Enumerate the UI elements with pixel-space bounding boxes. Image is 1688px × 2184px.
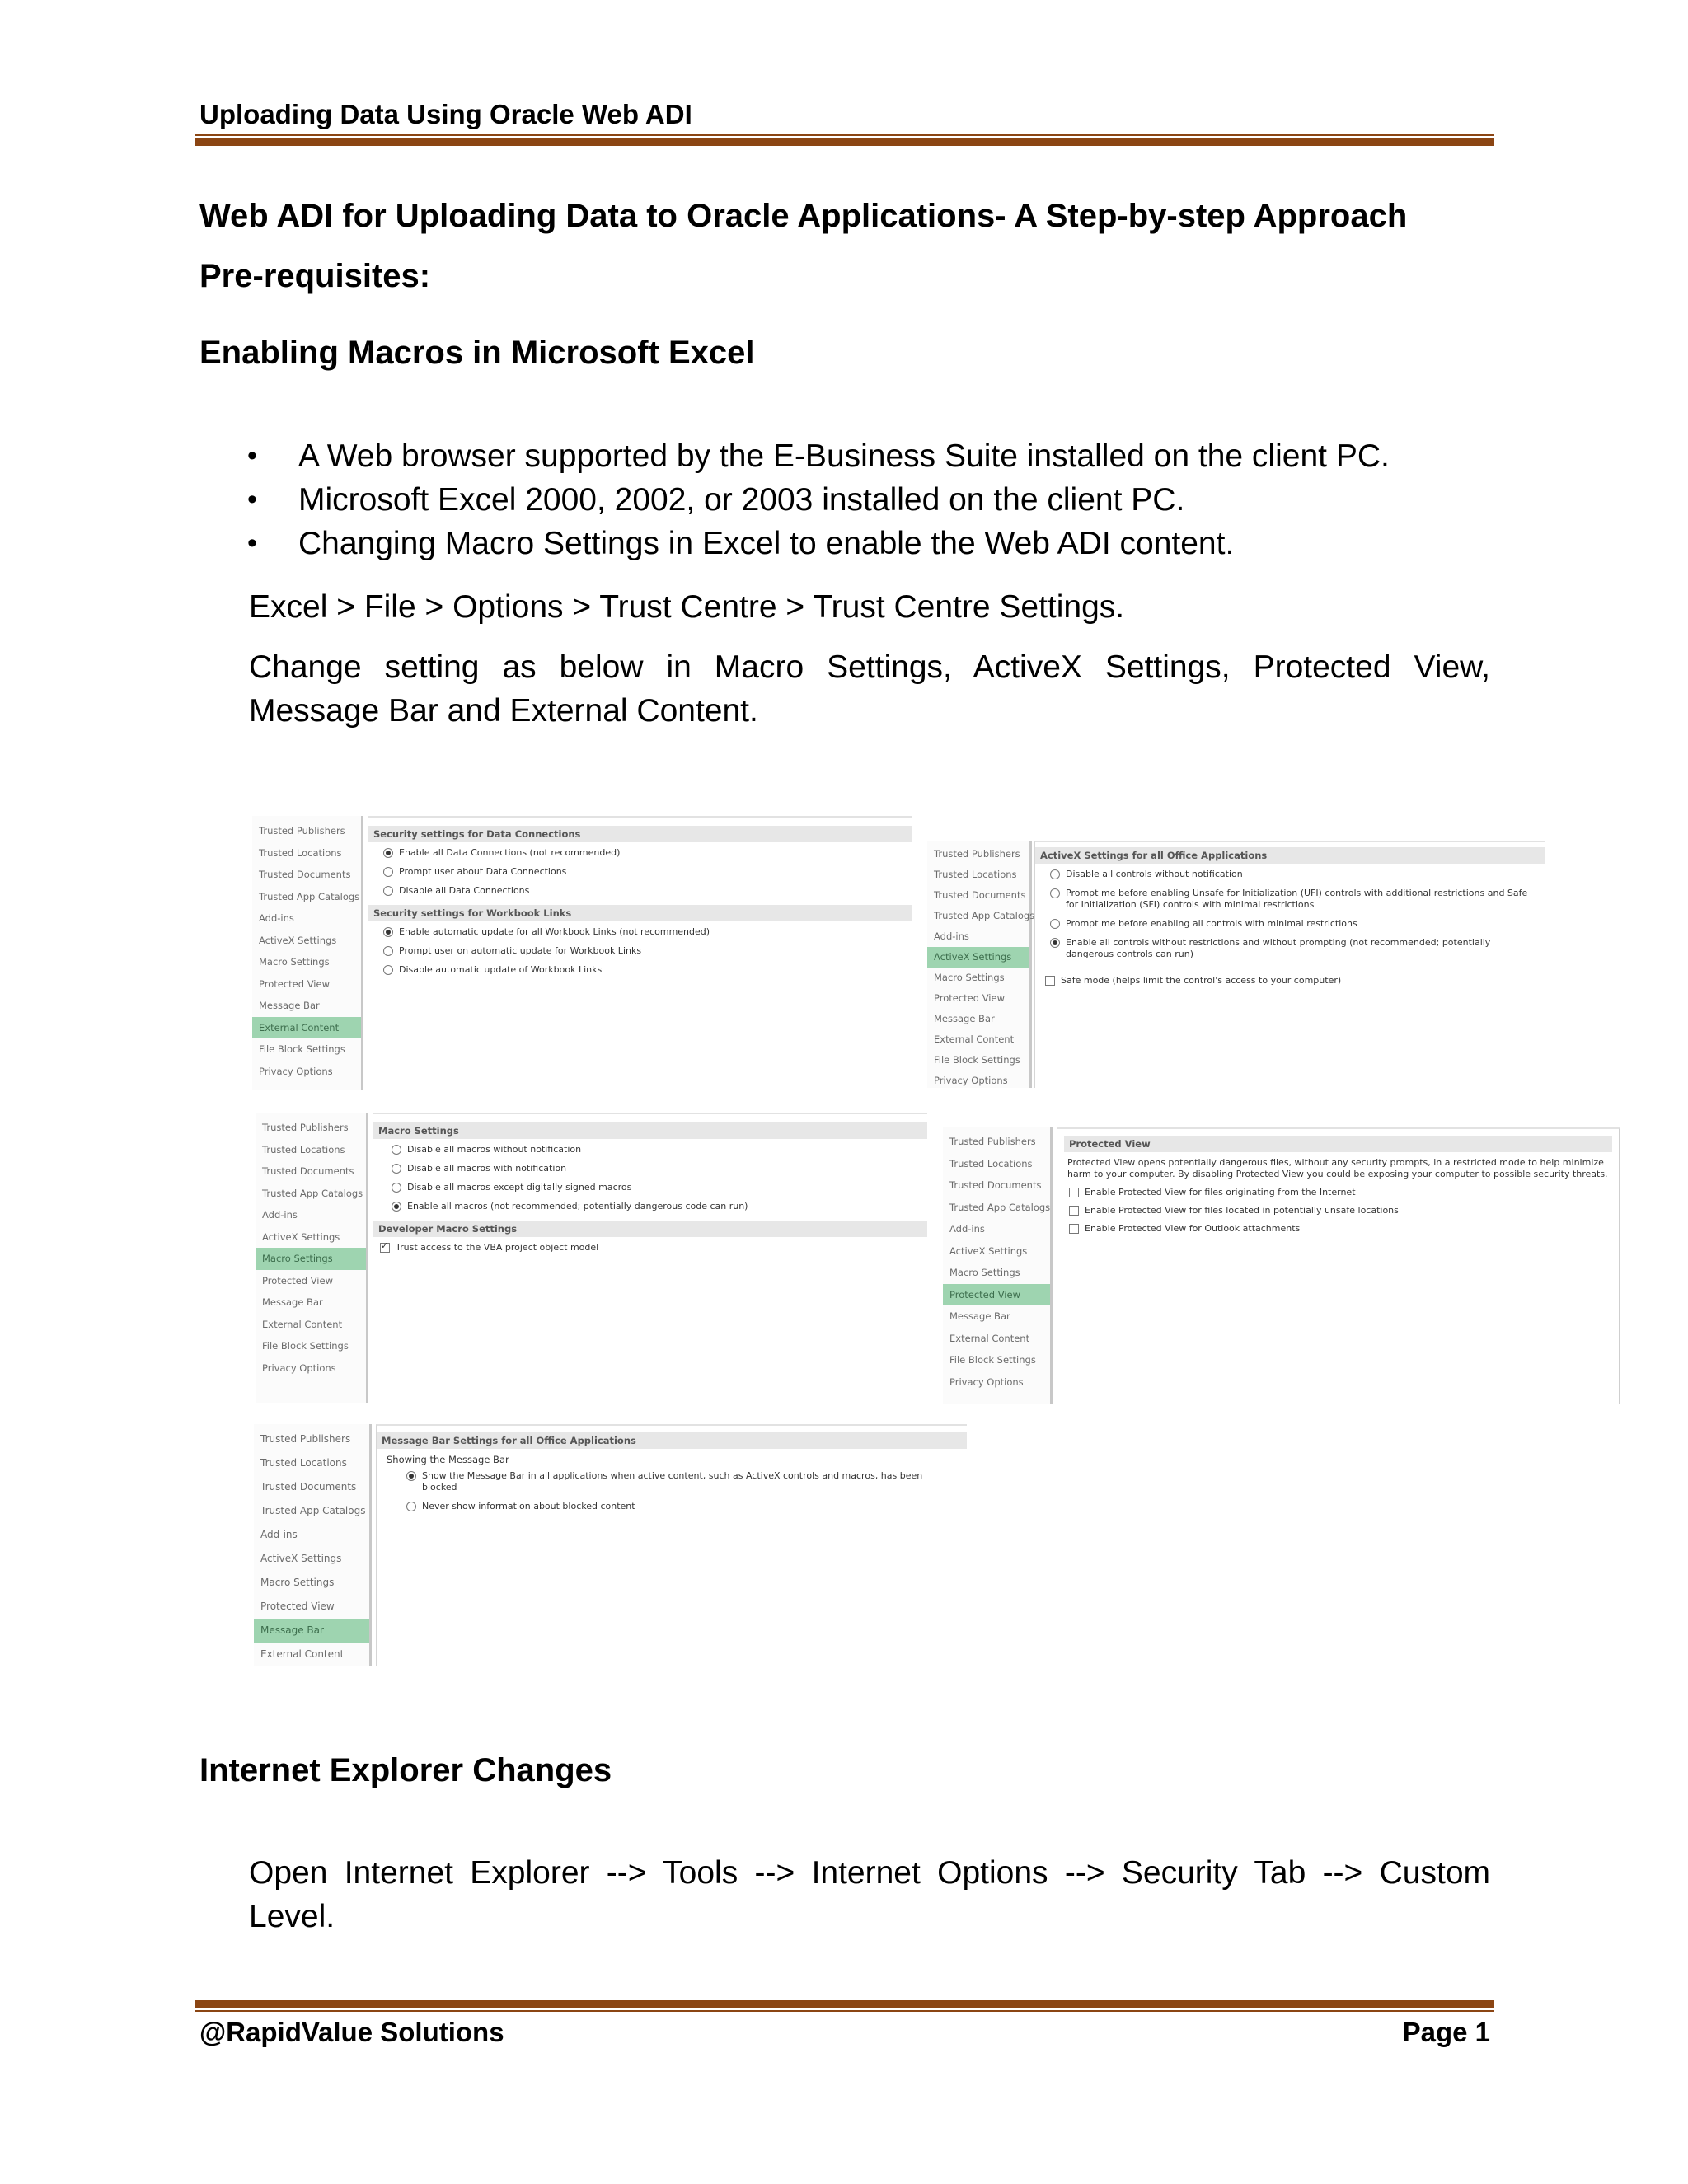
nav-item-selected: External Content [252,1017,361,1039]
nav-item: Message Bar [262,1296,323,1308]
nav-item-selected: Message Bar [254,1619,369,1643]
option-label: Prompt user about Data Connections [399,866,567,877]
nav-item: Trusted App Catalogs [950,1201,1051,1213]
nav-item: Trusted Documents [934,889,1026,901]
section-header: Security settings for Data Connections [368,826,912,842]
section-header: Message Bar Settings for all Office Applications [377,1432,967,1449]
nav-item: Message Bar [934,1013,995,1024]
radio-icon [392,1202,401,1212]
nav-item: Add-ins [934,930,969,942]
nav-item: Add-ins [950,1223,985,1235]
nav-item: Trusted Locations [259,846,342,859]
nav-item: Protected View [259,977,330,990]
trust-center-nav [252,816,363,1090]
checkbox-icon [1069,1224,1079,1234]
nav-item: Trusted Publishers [950,1136,1036,1147]
radio-icon [392,1183,401,1193]
nav-item: File Block Settings [259,1043,345,1055]
header-rule-thick [195,138,1494,146]
subsection-label: Showing the Message Bar [387,1454,509,1465]
option-label: Enable all controls without restrictions and without prompting (not recommended; potentially dangerous controls can run) [1066,937,1491,959]
nav-item: Message Bar [259,1000,320,1011]
nav-item: Trusted Publishers [262,1122,349,1133]
radio-icon [1050,919,1060,929]
radio-icon [1050,938,1060,948]
settings-pane [1034,841,1545,1088]
section-header: Macro Settings [373,1122,927,1139]
change-settings-line2: Message Bar and External Content. [249,693,758,729]
nav-item: File Block Settings [934,1054,1020,1066]
checkbox-icon [1069,1188,1079,1197]
radio-icon [1050,888,1060,898]
nav-item: Trusted App Catalogs [262,1187,363,1199]
ie-instructions-line2: Level. [249,1899,335,1934]
radio-icon [392,1145,401,1155]
nav-item: Trusted Documents [262,1165,354,1177]
nav-item: ActiveX Settings [260,1553,342,1564]
ie-instructions-line1: Open Internet Explorer --> Tools --> Internet Options --> Security Tab --> Custom [249,1855,1490,1891]
nav-item: Trusted Locations [934,869,1017,880]
nav-item-selected: Protected View [943,1284,1050,1306]
trust-center-nav [927,841,1035,1088]
radio-icon [383,848,393,858]
nav-item: Privacy Options [934,1075,1008,1086]
option-label: Never show information about blocked content [422,1501,635,1511]
nav-item: ActiveX Settings [262,1230,340,1243]
nav-item: Trusted Locations [260,1457,347,1469]
nav-item: Macro Settings [934,972,1005,983]
trust-center-nav [256,1113,368,1403]
radio-icon [392,1164,401,1174]
radio-icon [383,867,393,877]
section-header: Protected View [1064,1136,1612,1152]
trust-center-nav [254,1424,372,1666]
option-label: Enable automatic update for all Workbook Links (not recommended) [399,926,710,937]
nav-item: Protected View [260,1601,335,1612]
nav-item: Protected View [262,1274,333,1286]
nav-item: Trusted Publishers [260,1433,351,1445]
nav-item: Trusted Documents [260,1481,357,1493]
option-label: Enable Protected View for files originating from the Internet [1085,1187,1356,1197]
settings-pane [373,1113,927,1403]
prereq-list [247,434,1390,565]
list-item: • A Web browser supported by the E-Business Suite installed on the client PC. [247,434,1390,478]
nav-item: Trusted App Catalogs [260,1505,366,1516]
nav-item: External Content [934,1033,1015,1045]
option-label: Disable all macros with notification [407,1163,567,1174]
option-label: Trust access to the VBA project object model [396,1242,599,1253]
option-label: Prompt me before enabling Unsafe for Initialization (UFI) controls with additional restrictions and Safe for Initialization (SFI) controls with minimal restrictions [1066,888,1528,910]
excel-path-text: Excel > File > Options > Trust Centre > Trust Centre Settings. [249,589,1125,625]
radio-icon [1050,869,1060,879]
nav-item-selected: ActiveX Settings [927,947,1029,968]
option-label: Disable all macros except digitally signed macros [407,1182,632,1193]
screenshot-message-bar [254,1424,967,1666]
protected-view-description: Protected View opens potentially dangerous files, without any security prompts, in a restricted mode to help minimize harm to your computer. By disabling Protected View you could be exposing your computer to possible security threats. [1067,1157,1608,1179]
option-label: Disable all Data Connections [399,885,530,896]
nav-item: File Block Settings [950,1354,1036,1366]
nav-item: Trusted Locations [262,1143,345,1155]
nav-item: Privacy Options [262,1361,336,1374]
section-header: ActiveX Settings for all Office Applications [1035,847,1545,864]
ie-heading: Internet Explorer Changes [199,1752,612,1788]
list-item: • Changing Macro Settings in Excel to enable the Web ADI content. [247,522,1390,565]
nav-item: Trusted Publishers [259,825,345,837]
option-label: Show the Message Bar in all applications when active content, such as ActiveX controls and macros, has been blocked [422,1470,923,1493]
option-label: Prompt user on automatic update for Workbook Links [399,945,642,956]
nav-item: Macro Settings [259,956,330,968]
radio-icon [406,1471,416,1481]
nav-item: Trusted Publishers [934,848,1020,860]
nav-item: Macro Settings [260,1577,335,1588]
nav-item-selected: Macro Settings [256,1248,366,1270]
checkbox-icon [380,1243,390,1253]
nav-item: Message Bar [950,1310,1010,1322]
section-header: Security settings for Workbook Links [368,905,912,921]
option-label: Disable all macros without notification [407,1144,582,1155]
section-header: Developer Macro Settings [373,1221,927,1237]
nav-item: External Content [950,1332,1030,1344]
option-label: Prompt me before enabling all controls with minimal restrictions [1066,918,1357,929]
nav-item: Macro Settings [950,1267,1020,1278]
nav-item: Trusted App Catalogs [934,910,1035,921]
option-label: Disable automatic update of Workbook Links [399,964,603,975]
option-label: Safe mode (helps limit the control's access to your computer) [1061,975,1342,986]
change-settings-line1: Change setting as below in Macro Settings, ActiveX Settings, Protected View, [249,649,1490,685]
option-label: Enable Protected View for files located in potentially unsafe locations [1085,1205,1399,1216]
page-number: Page 1 [1402,2017,1490,2047]
nav-item: ActiveX Settings [259,934,337,946]
nav-item: Privacy Options [259,1065,333,1077]
screenshot-protected-view [943,1127,1620,1404]
screenshot-macro-settings [256,1113,927,1403]
footer-company: @RapidValue Solutions [199,2017,504,2047]
document-title: Web ADI for Uploading Data to Oracle Applications- A Step-by-step Approach [199,198,1408,234]
radio-icon [383,927,393,937]
checkbox-icon [1045,976,1055,986]
settings-pane [1057,1127,1620,1404]
nav-item: External Content [262,1318,343,1330]
nav-item: Trusted Documents [950,1179,1042,1191]
nav-item: Protected View [934,992,1005,1004]
option-label: Enable all macros (not recommended; potentially dangerous code can run) [407,1201,748,1212]
nav-item: Privacy Options [950,1376,1024,1388]
radio-icon [383,946,393,956]
macros-heading: Enabling Macros in Microsoft Excel [199,335,755,371]
nav-item: Add-ins [259,912,294,924]
screenshot-activex-settings [927,841,1545,1088]
radio-icon [383,965,393,975]
settings-pane [368,816,912,1090]
footer-rule-thin [195,2010,1494,2012]
header-rule-thin [195,134,1494,136]
footer-rule-thick [195,2000,1494,2008]
trust-center-nav [943,1127,1053,1404]
settings-pane [376,1424,967,1666]
radio-icon [406,1502,416,1511]
option-label: Enable Protected View for Outlook attachments [1085,1223,1301,1234]
screenshot-external-content [252,816,912,1090]
nav-item: Trusted App Catalogs [259,890,360,902]
radio-icon [383,886,393,896]
nav-item: Trusted Documents [259,869,351,880]
option-label: Disable all controls without notification [1066,869,1243,879]
option-label: Enable all Data Connections (not recommended) [399,847,621,858]
nav-item: Add-ins [262,1209,298,1221]
list-item: • Microsoft Excel 2000, 2002, or 2003 installed on the client PC. [247,478,1390,522]
checkbox-icon [1069,1206,1079,1216]
prereq-heading: Pre-requisites: [199,258,431,294]
running-header: Uploading Data Using Oracle Web ADI [199,99,692,129]
nav-item: External Content [260,1648,345,1660]
nav-item: Trusted Locations [950,1157,1033,1169]
nav-item: Add-ins [260,1529,298,1540]
nav-item: ActiveX Settings [950,1244,1028,1257]
nav-item: File Block Settings [262,1340,349,1352]
